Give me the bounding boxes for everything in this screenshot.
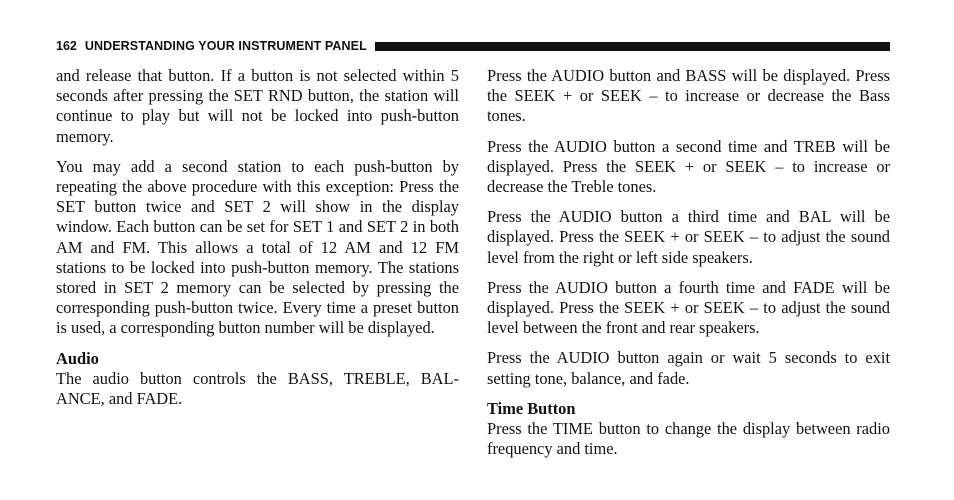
right-column — [487, 66, 890, 469]
paragraph: You may add a second station to each push-button by repeating the above procedure with this exception: Press the SET button twice and SET 2 will show in the display window. Each button can be set for SET 1 and SET 2 in both AM and FM. This allows a total of 12 AM and 12 FM stations to be locked into push-button memory. The stations stored in SET 2 memory can be selected by pressing the corresponding push-button twice. Every time a preset button is used, a corresponding button number will be displayed. — [56, 156, 459, 338]
header-rule — [375, 42, 890, 51]
section-title: UNDERSTANDING YOUR INSTRUMENT PANEL — [84, 39, 367, 53]
paragraph: Press the TIME button to change the display between radio frequency and time. — [487, 419, 890, 459]
paragraph: Press the AUDIO button a third time and BAL will be displayed. Press the SEEK + or SEEK – to adjust the sound level from the right or left side speakers. — [487, 207, 890, 267]
paragraph: Press the AUDIO button a second time and TREB will be displayed. Press the SEEK + or SEEK – to increase or decrease the Treble tones. — [487, 136, 890, 197]
audio-heading: Audio — [56, 348, 99, 368]
paragraph: Press the AUDIO button and BASS will be displayed. Press the SEEK + or SEEK – to increase or decrease the Bass tones. — [487, 66, 890, 126]
paragraph: Press the AUDIO button again or wait 5 seconds to exit setting tone, balance, and fade. — [487, 348, 890, 388]
page-header — [56, 38, 890, 54]
page-number: 162 — [56, 39, 77, 53]
time-button-heading: Time Button — [487, 398, 576, 418]
paragraph: The audio button controls the BASS, TREBLE, BAL-ANCE, and FADE. — [56, 368, 459, 409]
audio-section — [56, 349, 459, 410]
left-column — [56, 66, 459, 419]
paragraph: and release that button. If a button is not selected within 5 seconds after pressing the SET RND button, the station will continue to play but will not be locked into push-button memory. — [56, 66, 459, 146]
paragraph: Press the AUDIO button a fourth time and FADE will be displayed. Press the SEEK + or SEEK – to adjust the sound level between the front and rear speakers. — [487, 277, 890, 338]
time-button-section — [487, 399, 890, 460]
